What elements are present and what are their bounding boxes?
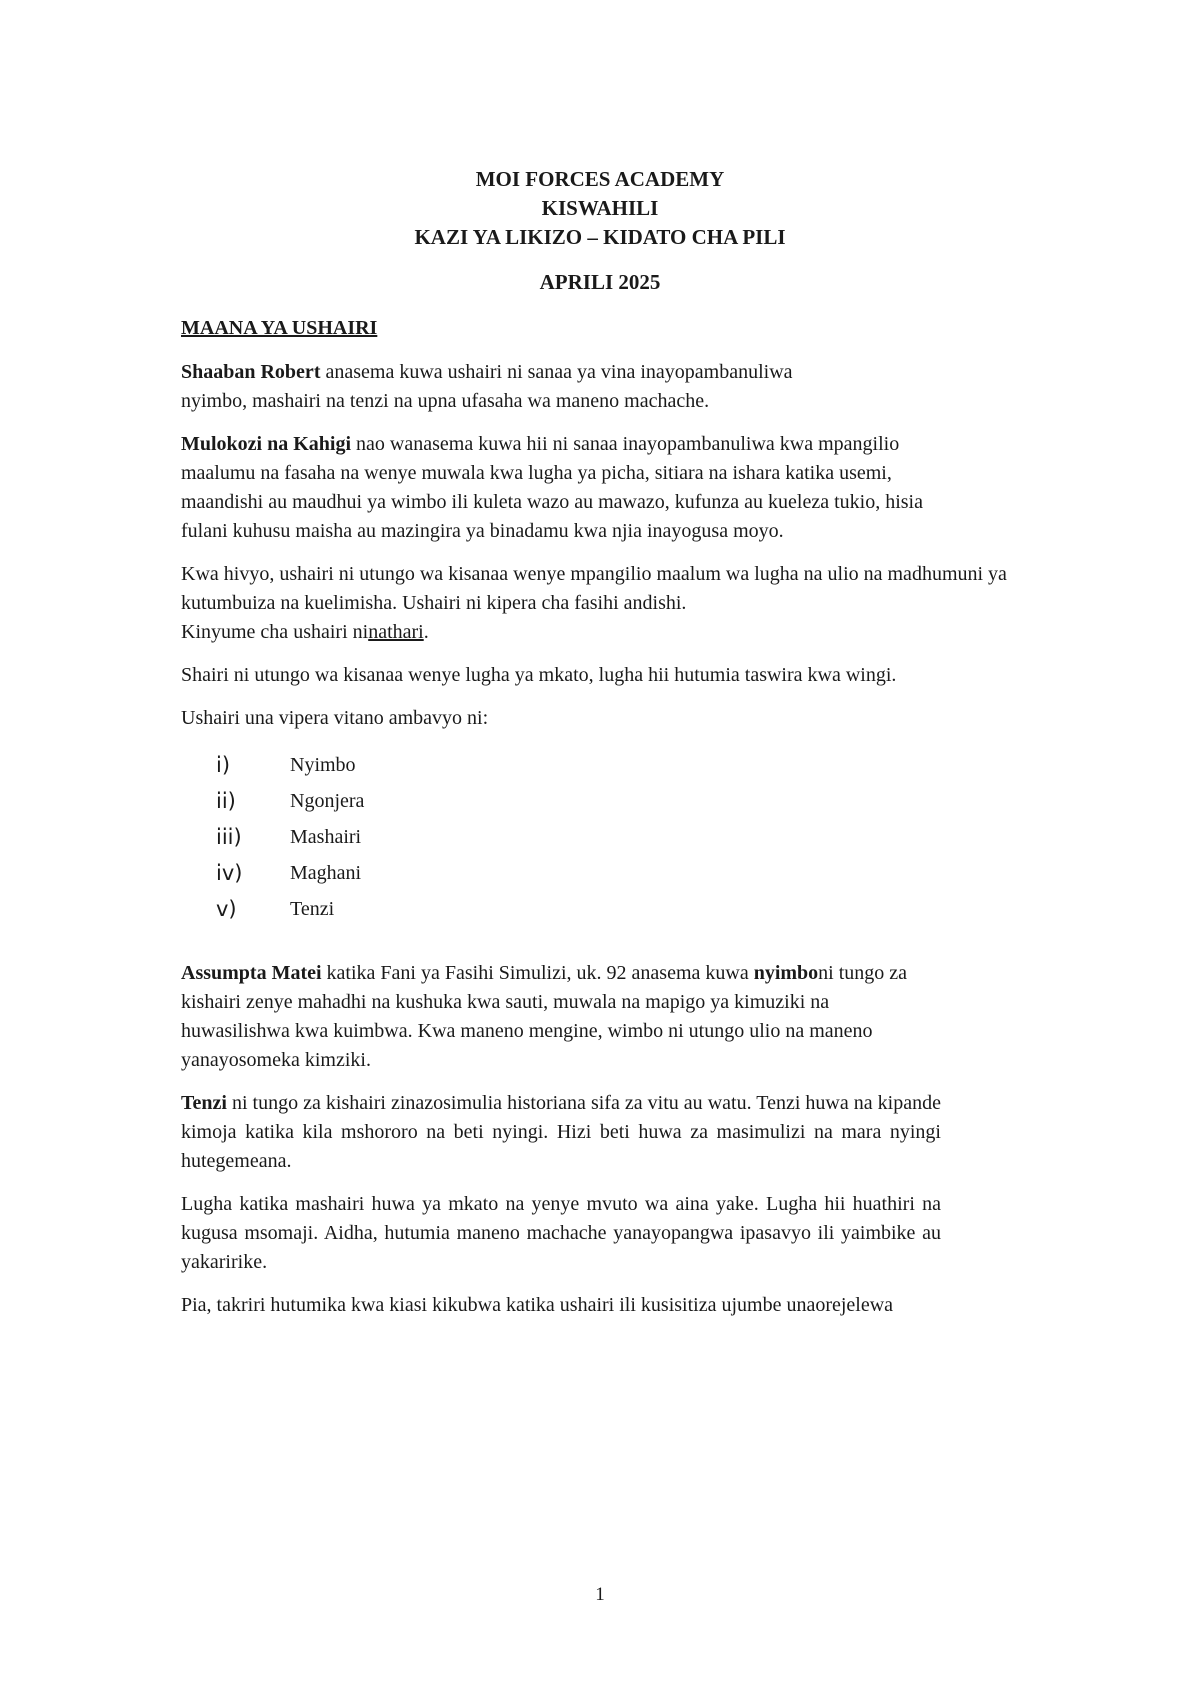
paragraph-takriri: Pia, takriri hutumika kwa kiasi kikubwa katika ushairi ili kusisitiza ujumbe unaorejelewa [181, 1294, 894, 1316]
list-label: Ngonjera [290, 789, 365, 812]
paragraph-text: nyimbo, mashairi na tenzi na upna ufasaha wa maneno machache. [181, 390, 710, 412]
author-name: Mulokozi na Kahigi [181, 433, 352, 455]
list-label: Maghani [290, 861, 362, 884]
list-number: v) [216, 896, 237, 921]
list-number: ii) [216, 788, 236, 813]
paragraph-text: anasema kuwa ushairi ni sanaa ya vina inayopambanuliwa [320, 361, 793, 383]
school-name: MOI FORCES ACADEMY [475, 167, 725, 191]
paragraph-lugha: Lugha katika mashairi huwa ya mkato na yenye mvuto wa aina yake. Lugha hii huathiri na kugusa msomaji. Aidha, hutumia maneno machache yanayopangwa ipasavyo ili yaimbike au yakaririke. [181, 1193, 941, 1273]
author-name: Assumpta Matei [181, 962, 322, 984]
list-label: Tenzi [290, 897, 335, 920]
author-name: Shaaban Robert [181, 361, 321, 383]
paragraph-text: nao wanasema kuwa hii ni sanaa inayopambanuliwa kwa mpangilio maalumu na fasaha na wenye muwala kwa lugha ya picha, sitiara na ishara katika usemi, maandishi au maudhui ya wimbo ili kuleta wazo au mawazo, kufunza au kueleza tukio, hisia fulani kuhusu maisha au mazingira ya binadamu kwa njia inayogusa moyo. [181, 433, 923, 542]
underlined-term: nathari [368, 621, 424, 643]
bold-term: Tenzi [181, 1092, 227, 1114]
paragraph-assumpta-matei [181, 959, 941, 1075]
paragraph-shairi: Shairi ni utungo wa kisanaa wenye lugha ya mkato, lugha hii hutumia taswira kwa wingi. [181, 664, 897, 686]
document-body [181, 314, 1036, 1334]
list-number: iii) [216, 824, 242, 849]
paragraph-text: ni tungo za kishairi zinazosimulia historiana sifa za vitu au watu. Tenzi huwa na kipande kimoja katika kila mshororo na beti nyingi. Hizi beti huwa za masimulizi na mara nyingi hutegemeana. [181, 1092, 941, 1172]
list-label: Nyimbo [290, 753, 356, 776]
paragraph-text: Kwa hivyo, ushairi ni utungo wa kisanaa wenye mpangilio maalum wa lugha na ulio na madhumuni ya kutumbuiza na kuelimisha. Ushairi ni kipera cha fasihi andishi. [181, 563, 1007, 614]
section-title: MAANA YA USHAIRI [181, 317, 378, 339]
list-item [181, 819, 1036, 855]
paragraph-tenzi [181, 1089, 941, 1176]
paragraph-mulokozi-kahigi [181, 430, 941, 546]
document-header [0, 165, 1200, 297]
list-item [181, 855, 1036, 891]
list-item [181, 891, 1036, 927]
document-date: APRILI 2025 [539, 270, 661, 294]
punctuation: . [423, 621, 429, 643]
paragraph-kwa-hivyo [181, 560, 1036, 647]
vipera-list [181, 747, 1036, 927]
bold-term: nyimbo [753, 962, 819, 984]
list-item [181, 747, 1036, 783]
list-label: Mashairi [290, 825, 362, 848]
subject-name: KISWAHILI [541, 196, 659, 220]
document-title: KAZI YA LIKIZO – KIDATO CHA PILI [414, 225, 786, 249]
paragraph-vipera: Ushairi una vipera vitano ambavyo ni: [181, 707, 489, 729]
page-number: 1 [595, 1584, 605, 1605]
list-number: i) [216, 752, 231, 777]
paragraph-text: ni tungo za kishairi zenye mahadhi na kushuka kwa sauti, muwala na mapigo ya kimuziki na huwasilishwa kwa kuimbwa. Kwa maneno mengine, wimbo ni utungo ulio na maneno yanayosomeka kimziki. [181, 962, 908, 1071]
paragraph-text: katika Fani ya Fasihi Simulizi, uk. 92 anasema kuwa [321, 962, 754, 984]
paragraph-text: Kinyume cha ushairi ni [181, 621, 369, 643]
list-number: iv) [216, 860, 243, 885]
paragraph-shaaban-robert [181, 358, 941, 416]
list-item [181, 783, 1036, 819]
